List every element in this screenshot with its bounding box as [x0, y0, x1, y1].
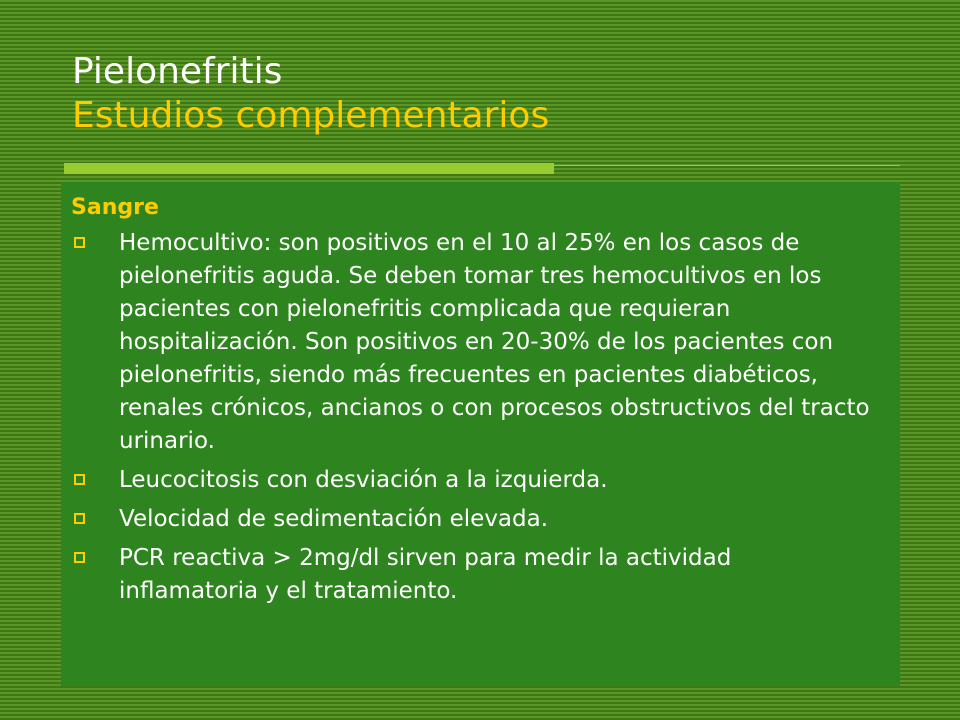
- bullet-text: PCR reactiva > 2mg/dl sirven para medir la actividad inflamatoria y el tratamiento.: [119, 545, 732, 604]
- hollow-square-bullet-icon: [74, 552, 85, 563]
- bullet-text: Hemocultivo: son positivos en el 10 al 25% en los casos de pielonefritis aguda. Se deben tomar tres hemocultivos en los pacientes con pielonefritis complicada que requieran hospitalización. Son positivos en 20-30% de los pacientes con pielonefritis, siendo más frecuentes en pacientes diabéticos, renales crónicos, ancianos o con procesos obstructivos del tracto urinario.: [119, 230, 870, 454]
- bullet-list: [72, 227, 872, 614]
- title-divider-thin: [554, 165, 900, 166]
- bullet-item-hemocultivo: [72, 227, 872, 458]
- bullet-item-pcr: [72, 542, 872, 608]
- hollow-square-bullet-icon: [74, 513, 85, 524]
- slide-subtitle: Estudios complementarios: [72, 95, 550, 136]
- bullet-text: Leucocitosis con desviación a la izquierda.: [119, 467, 608, 493]
- slide-title-block: [72, 50, 912, 138]
- title-divider-thick: [64, 163, 554, 174]
- bullet-item-leucocitosis: [72, 464, 872, 497]
- slide-title: Pielonefritis: [72, 51, 283, 92]
- bullet-text: Velocidad de sedimentación elevada.: [119, 506, 549, 532]
- hollow-square-bullet-icon: [74, 474, 85, 485]
- section-heading: Sangre: [71, 195, 159, 220]
- hollow-square-bullet-icon: [74, 237, 85, 248]
- bullet-item-velocidad-sedimentacion: [72, 503, 872, 536]
